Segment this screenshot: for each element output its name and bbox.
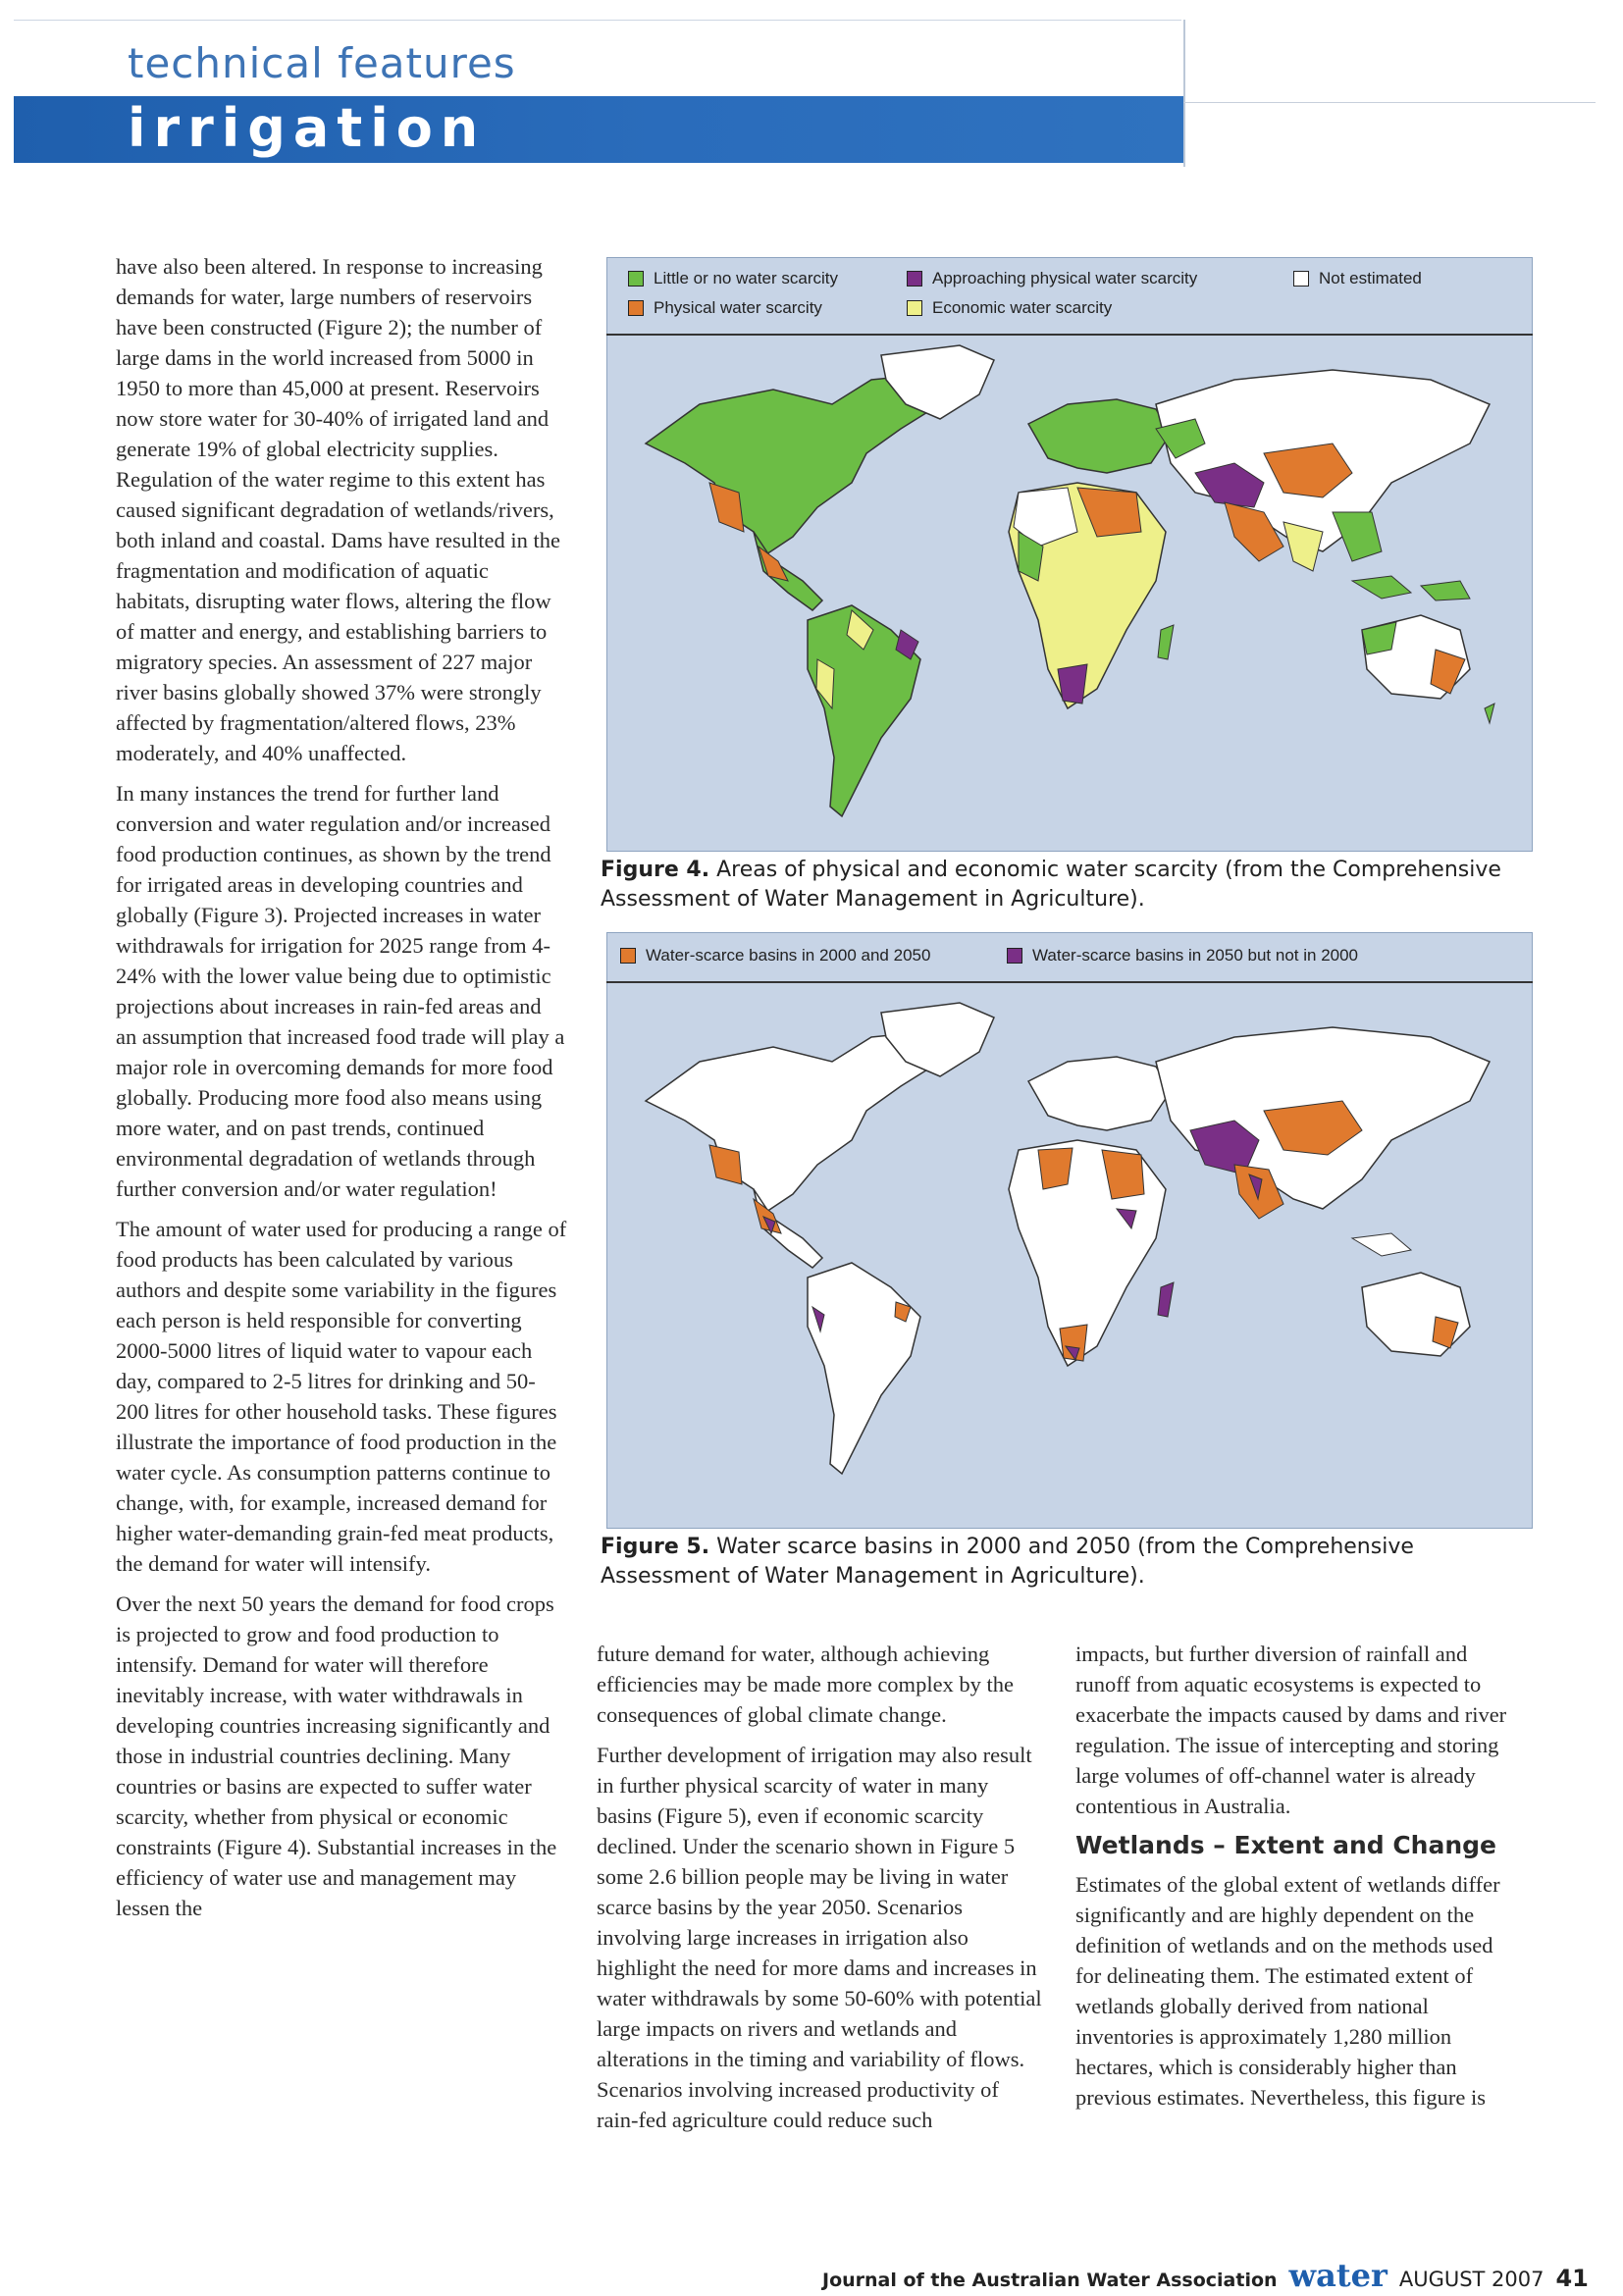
legend-item <box>907 269 1197 288</box>
figure-5-caption <box>601 1533 1533 1592</box>
legend-label: Water-scarce basins in 2000 and 2050 <box>646 946 931 965</box>
legend-label: Economic water scarcity <box>932 298 1113 317</box>
issue-date: AUGUST 2007 <box>1398 2268 1544 2291</box>
section-title: technical features <box>128 39 516 87</box>
journal-name: Journal of the Australian Water Association <box>822 2270 1278 2291</box>
water-scarce-basins-map <box>606 983 1533 1529</box>
section-subheading: Wetlands – Extent and Change <box>1075 1831 1497 1859</box>
legend-label: Little or no water scarcity <box>654 269 839 287</box>
legend-label: Water-scarce basins in 2050 but not in 2000 <box>1032 946 1359 965</box>
header-divider <box>1183 20 1185 167</box>
south-america <box>808 1263 920 1474</box>
australia <box>1362 1273 1470 1356</box>
paragraph: Over the next 50 years the demand for food crops is projected to grow and food production to intensify. Demand for water will therefore inevitably increase, with water withdrawals in developing countries increasing significantly and those in industrial countries declining. Many countries or basins are expected to suffer water scarcity, whether from physical or economic constraints (Figure 4). Substantial increases in the efficiency of water use and management may lessen the <box>116 1592 557 1920</box>
text-column-3 <box>1075 1639 1517 2122</box>
paragraph: In many instances the trend for further land conversion and water regulation and/or increased food production continues, as shown by the trend for irrigated areas in developing countries and globally (Figure 3). Projected increases in water withdrawals for irrigation for 2025 range from 4-24% with the lower value being due to optimistic projections about increases in rain-fed areas and an assumption that increased food trade will play a major role in overcoming demands for more food globally. Producing more food also means using more water, and on past trends, continued environmental degradation of wetlands through further conversion and/or water regulation! <box>116 781 565 1201</box>
caption-text: Areas of physical and economic water scarcity (from the Comprehensive Assessment of Water Management in Agriculture). <box>601 858 1501 912</box>
legend-item <box>628 269 838 288</box>
legend-item <box>628 298 822 318</box>
journal-logo: water <box>1288 2257 1387 2294</box>
legend-swatch-white <box>1293 271 1309 287</box>
europe <box>1028 1057 1171 1130</box>
legend-label: Physical water scarcity <box>654 298 822 317</box>
page-number: 41 <box>1555 2265 1589 2292</box>
europe <box>1028 399 1171 473</box>
legend-item <box>1293 269 1422 288</box>
page-footer <box>822 2257 1589 2294</box>
header-right-rule <box>1183 102 1596 103</box>
figure-4-caption <box>601 856 1533 914</box>
legend-swatch-green <box>628 271 644 287</box>
paragraph: future demand for water, although achieving efficiencies may be made more complex by the consequences of global climate change. <box>597 1642 1015 1727</box>
paragraph: The amount of water used for producing a range of food products has been calculated by various authors and despite some variability in the figures each person is held responsible for converting 2000-5000 litres of liquid water to vapour each day, compared to 2-5 litres for drinking and 50-200 litres for other household tasks. These figures illustrate the importance of food production in the water cycle. As consumption patterns continue to change, with, for example, increased demand for higher water-demanding grain-fed meat products, the demand for water will intensify. <box>116 1217 567 1576</box>
text-column-2 <box>597 1639 1044 2145</box>
legend-swatch-yellow <box>907 300 922 316</box>
legend-swatch-purple <box>1007 948 1022 964</box>
north-america <box>646 1032 940 1214</box>
paragraph: Estimates of the global extent of wetlands differ significantly and are highly dependent on the definition of wetlands and on the methods used for delineating them. The estimated extent of wetlands globally derived from national inventories is approximately 1,280 million hectares, which is considerably higher than previous estimates. Nevertheless, this figure is <box>1075 1872 1500 2110</box>
legend-item <box>1007 946 1358 965</box>
world-scarcity-map <box>606 336 1533 852</box>
legend-label: Approaching physical water scarcity <box>932 269 1198 287</box>
caption-text: Water scarce basins in 2000 and 2050 (from the Comprehensive Assessment of Water Management in Agriculture). <box>601 1535 1414 1589</box>
legend-label: Not estimated <box>1319 269 1422 287</box>
figure-4 <box>606 257 1533 852</box>
legend-swatch-orange <box>628 300 644 316</box>
topic-title: irrigation <box>128 97 487 159</box>
paragraph: impacts, but further diversion of rainfall and runoff from aquatic ecosystems is expected to exacerbate the impacts caused by dams and river regulation. The issue of intercepting and storing large volumes of off-channel water is already contentious in Australia. <box>1075 1642 1507 1818</box>
legend-item <box>907 298 1112 318</box>
paragraph: Further development of irrigation may also result in further physical scarcity of water in many basins (Figure 5), even if economic scarcity declined. Under the scenario shown in Figure 5 some 2.6 billion people may be living in water scarce basins by the year 2050. Scenarios involving large increases in irrigation also highlight the need for more dams and increases in water withdrawals by some 50-60% with potential large impacts on rivers and wetlands and alterations in the timing and variability of flows. Scenarios involving increased productivity of rain-fed agriculture could reduce such <box>597 1743 1042 2132</box>
text-column-1 <box>116 251 567 1933</box>
legend-item <box>620 946 930 965</box>
figure-5-legend <box>606 932 1533 983</box>
legend-swatch-orange <box>620 948 636 964</box>
legend-swatch-purple <box>907 271 922 287</box>
caption-label: Figure 4. <box>601 858 710 882</box>
caption-label: Figure 5. <box>601 1535 710 1559</box>
figure-4-legend <box>606 257 1533 336</box>
north-america <box>646 375 940 556</box>
header-rule <box>14 20 1181 21</box>
paragraph: have also been altered. In response to increasing demands for water, large numbers of reservoirs have been constructed (Figure 2); the number of large dams in the world increased from 5000 in 1950 to more than 45,000 at present. Reservoirs now store water for 30-40% of irrigated land and generate 19% of global electricity supplies. Regulation of the water regime to this extent has caused significant degradation of wetlands/rivers, both inland and coastal. Dams have resulted in the fragmentation and modification of aquatic habitats, disrupting water flows, altering the flow of matter and energy, and establishing barriers to migratory species. An assessment of 227 major river basins globally showed 37% were strongly affected by fragmentation/altered flows, 23% moderately, and 40% unaffected. <box>116 254 560 765</box>
figure-5 <box>606 932 1533 1529</box>
